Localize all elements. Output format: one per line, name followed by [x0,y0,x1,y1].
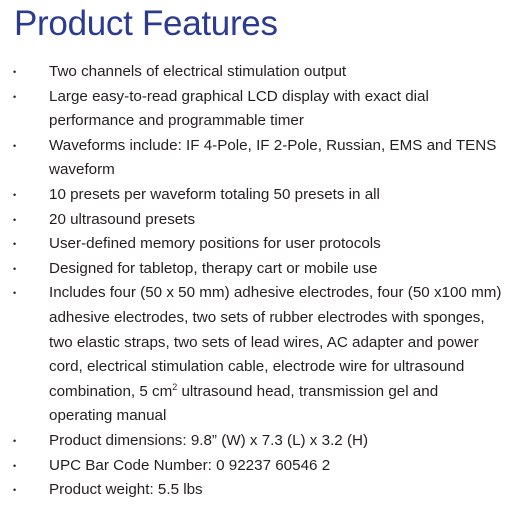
feature-item [0,208,513,233]
feature-list [0,60,513,503]
feature-item [0,183,513,208]
feature-text-line: Designed for tabletop, therapy cart or mobile use [49,259,378,277]
bullet-icon: • [13,435,17,446]
feature-text-line: Two channels of electrical stimulation output [49,63,347,80]
bullet-icon: • [13,288,17,299]
feature-text-line: User-defined memory positions for user protocols [49,235,381,253]
feature-text-line: 20 ultrasound presets [49,210,196,228]
feature-text-line: Waveforms include: IF 4-Pole, IF 2-Pole, Russian, EMS and TENS [49,136,497,154]
feature-text-line: Product dimensions: 9.8” (W) x 7.3 (L) x 3.2 (H) [49,431,369,449]
feature-item [0,478,513,503]
bullet-icon: • [13,460,17,471]
bullet-icon: • [13,239,17,250]
feature-item [0,454,513,479]
feature-text-line: cord, electrical stimulation cable, electrode wire for ultrasound [49,358,465,376]
feature-text-line: performance and programmable timer [49,112,304,130]
feature-item [0,429,513,454]
feature-item [0,281,513,429]
bullet-icon: • [13,214,17,225]
bullet-icon: • [13,485,17,496]
bullet-icon: • [13,189,17,200]
bullet-icon: • [13,140,17,151]
feature-text-line: adhesive electrodes, two sets of rubber electrodes with sponges, [49,308,485,326]
feature-text-line: Includes four (50 x 50 mm) adhesive electrodes, four (50 x100 mm) [49,284,502,302]
feature-text-line: Large easy-to-read graphical LCD display with exact dial [49,87,429,105]
feature-text-line: UPC Bar Code Number: 0 92237 60546 2 [49,456,331,474]
bullet-icon: • [13,91,17,102]
feature-item [0,60,513,85]
page-title: Product Features [14,4,278,43]
feature-item [0,257,513,282]
feature-text-line: Product weight: 5.5 lbs [49,481,203,499]
feature-item [0,232,513,257]
feature-item [0,134,513,183]
feature-text-line: operating manual [49,407,167,425]
feature-text-line: 10 presets per waveform totaling 50 presets in all [49,185,380,203]
feature-text-line: waveform [49,161,115,179]
bullet-icon: • [13,263,17,274]
feature-text-line: two elastic straps, two sets of lead wires, AC adapter and power [49,333,479,351]
feature-item [0,85,513,134]
feature-text-line: combination, 5 $cm^2$ ultrasound head, transmission gel and [49,381,439,400]
bullet-icon: • [13,67,17,77]
